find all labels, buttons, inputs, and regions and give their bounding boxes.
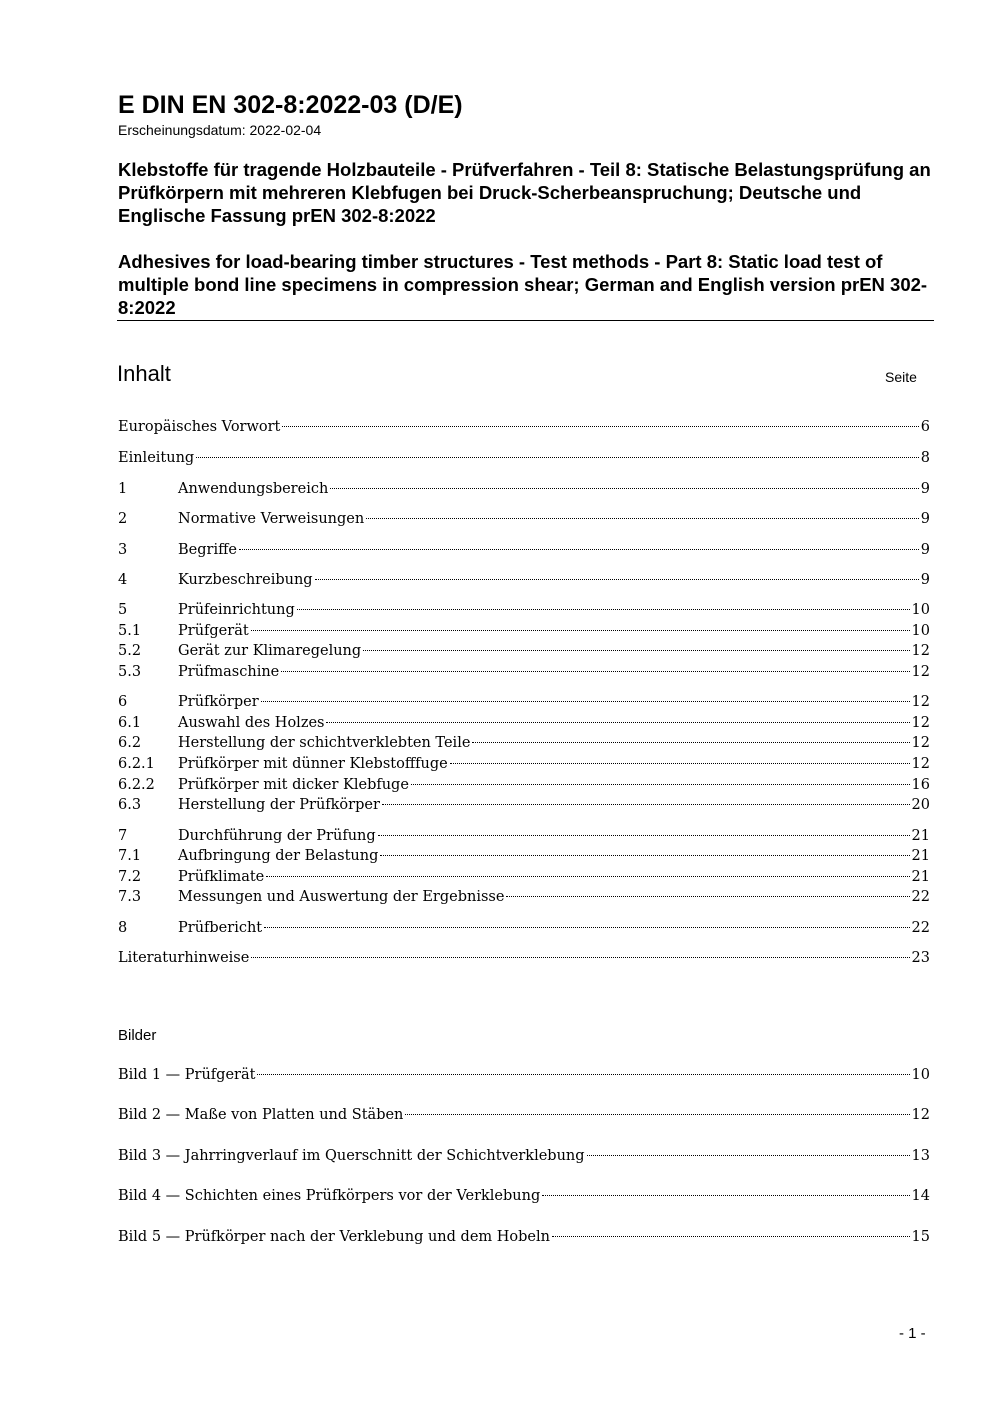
toc-entry-title: Kurzbeschreibung	[178, 572, 313, 588]
toc-entry-title: Prüfbericht	[178, 920, 263, 936]
toc-entry-title: Aufbringung der Belastung	[178, 848, 379, 864]
toc-entry-title: Begriffe	[178, 542, 237, 558]
toc-entry-page: 23	[911, 950, 930, 966]
toc-dot-leader	[264, 927, 909, 928]
toc-dot-leader	[506, 896, 909, 897]
toc-entry-title: Prüfgerät	[178, 623, 249, 639]
toc-dot-leader	[266, 876, 909, 877]
toc-entry-number: 7.2	[118, 869, 142, 885]
toc-entry-title: Auswahl des Holzes	[178, 715, 325, 731]
toc-entry-page: 21	[911, 869, 930, 885]
toc-entry-page: 12	[911, 1107, 930, 1123]
toc-entry-page: 9	[920, 542, 930, 558]
page-number: - 1 -	[899, 1325, 926, 1342]
toc-dot-leader	[378, 835, 910, 836]
toc-entry[interactable]	[118, 417, 930, 437]
toc-dot-leader	[261, 701, 910, 702]
toc-entry-number: 7	[118, 828, 128, 844]
toc-entry-page: 12	[911, 694, 930, 710]
toc-dot-leader	[257, 1074, 909, 1075]
toc-page-column-label: Seite	[885, 369, 917, 385]
figure-entry[interactable]	[118, 1105, 930, 1125]
toc-entry[interactable]	[118, 692, 930, 712]
toc-entry-page: 14	[911, 1188, 930, 1204]
toc-entry[interactable]	[118, 662, 930, 682]
toc-entry-number: 5.1	[118, 623, 142, 639]
toc-entry-page: 8	[920, 450, 930, 466]
toc-entry-number: 5.2	[118, 643, 142, 659]
toc-entry-page: 12	[911, 664, 930, 680]
toc-dot-leader	[405, 1114, 909, 1115]
toc-dot-leader	[472, 742, 909, 743]
toc-entry-number: 4	[118, 572, 128, 588]
toc-entry-number: 1	[118, 481, 128, 497]
toc-heading: Inhalt	[117, 361, 171, 386]
toc-dot-leader	[366, 518, 919, 519]
toc-entry-title: Prüfkörper mit dicker Klebfuge	[178, 777, 409, 793]
toc-entry-page: 21	[911, 828, 930, 844]
toc-entry-title: Gerät zur Klimaregelung	[178, 643, 362, 659]
figures-heading: Bilder	[118, 1027, 157, 1044]
toc-entry-title: Normative Verweisungen	[178, 511, 365, 527]
toc-entry[interactable]	[118, 540, 930, 560]
toc-entry[interactable]	[118, 600, 930, 620]
toc-entry-title: Prüfklimate	[178, 869, 265, 885]
toc-dot-leader	[326, 722, 909, 723]
toc-dot-leader	[411, 784, 910, 785]
toc-entry[interactable]	[118, 867, 930, 887]
toc-entry-number: 6	[118, 694, 128, 710]
toc-entry-title: Prüfkörper	[178, 694, 259, 710]
toc-entry-page: 22	[911, 889, 930, 905]
toc-entry-title: Messungen und Auswertung der Ergebnisse	[178, 889, 505, 905]
toc-entry-page: 12	[911, 643, 930, 659]
toc-entry-title: Bild 5 — Prüfkörper nach der Verklebung und dem Hobeln	[118, 1229, 550, 1245]
toc-entry[interactable]	[118, 621, 930, 641]
toc-entry-page: 12	[911, 715, 930, 731]
toc-entry-title: Prüfmaschine	[178, 664, 280, 680]
toc-entry-page: 10	[911, 623, 930, 639]
toc-entry-number: 7.3	[118, 889, 142, 905]
toc-entry-page: 10	[911, 1067, 930, 1083]
toc-entry-page: 22	[911, 920, 930, 936]
toc-entry[interactable]	[118, 713, 930, 733]
document-number: E DIN EN 302-8:2022-03 (D/E)	[118, 91, 463, 119]
toc-entry-page: 6	[920, 419, 930, 435]
toc-entry-title: Prüfkörper mit dünner Klebstofffuge	[178, 756, 448, 772]
toc-dot-leader	[196, 457, 919, 458]
toc-dot-leader	[315, 579, 919, 580]
figure-entry[interactable]	[118, 1065, 930, 1085]
toc-entry-page: 9	[920, 481, 930, 497]
toc-entry-title: Bild 4 — Schichten eines Prüfkörpers vor der Verklebung	[118, 1188, 541, 1204]
toc-entry-title: Prüfeinrichtung	[178, 602, 295, 618]
toc-entry[interactable]	[118, 846, 930, 866]
toc-entry-title: Literaturhinweise	[118, 950, 250, 966]
toc-entry-number: 5.3	[118, 664, 142, 680]
toc-entry[interactable]	[118, 733, 930, 753]
toc-entry[interactable]	[118, 948, 930, 968]
toc-entry[interactable]	[118, 479, 930, 499]
toc-entry-number: 8	[118, 920, 128, 936]
toc-dot-leader	[380, 855, 909, 856]
toc-dot-leader	[552, 1236, 910, 1237]
toc-dot-leader	[542, 1195, 909, 1196]
toc-entry[interactable]	[118, 448, 930, 468]
toc-entry-number: 5	[118, 602, 128, 618]
toc-entry-number: 2	[118, 511, 128, 527]
toc-entry-number: 6.1	[118, 715, 142, 731]
figure-entry[interactable]	[118, 1186, 930, 1206]
toc-entry-page: 15	[911, 1229, 930, 1245]
toc-dot-leader	[251, 957, 909, 958]
title-german: Klebstoffe für tragende Holzbauteile - Prüfverfahren - Teil 8: Statische Belastungsprüfung an Prüfkörpern mit mehreren Klebfugen bei Druck-Scherbeanspruchung; Deutsche und Englische Fassung prEN 302-8:2022	[118, 159, 931, 226]
toc-dot-leader	[450, 763, 910, 764]
toc-entry[interactable]	[118, 754, 930, 774]
header-divider	[117, 320, 934, 321]
toc-dot-leader	[239, 549, 919, 550]
toc-entry-title: Herstellung der Prüfkörper	[178, 797, 380, 813]
toc-entry-title: Herstellung der schichtverklebten Teile	[178, 735, 471, 751]
publication-date: Erscheinungsdatum: 2022-02-04	[118, 122, 322, 138]
toc-entry-page: 21	[911, 848, 930, 864]
toc-entry[interactable]	[118, 570, 930, 590]
toc-entry-title: Durchführung der Prüfung	[178, 828, 376, 844]
toc-entry[interactable]	[118, 826, 930, 846]
toc-entry-page: 13	[911, 1148, 930, 1164]
toc-dot-leader	[363, 650, 909, 651]
toc-dot-leader	[587, 1155, 910, 1156]
toc-entry-title: Bild 3 — Jahrringverlauf im Querschnitt der Schichtverklebung	[118, 1148, 585, 1164]
toc-entry-title: Europäisches Vorwort	[118, 419, 281, 435]
toc-entry-page: 12	[911, 735, 930, 751]
toc-dot-leader	[282, 426, 918, 427]
figure-entry[interactable]	[118, 1146, 930, 1166]
toc-entry[interactable]	[118, 887, 930, 907]
toc-dot-leader	[297, 609, 910, 610]
toc-entry[interactable]	[118, 918, 930, 938]
toc-entry-page: 10	[911, 602, 930, 618]
toc-dot-leader	[330, 488, 918, 489]
title-english: Adhesives for load-bearing timber structures - Test methods - Part 8: Static load test of multiple bond line specimens in compression shear; German and English version prEN 302-8:2022	[118, 251, 928, 318]
toc-entry[interactable]	[118, 641, 930, 661]
toc-entry[interactable]	[118, 775, 930, 795]
toc-entry-title: Bild 1 — Prüfgerät	[118, 1067, 256, 1083]
toc-entry-number: 6.2.2	[118, 777, 155, 793]
toc-entry-title: Einleitung	[118, 450, 195, 466]
toc-entry-title: Bild 2 — Maße von Platten und Stäben	[118, 1107, 404, 1123]
figure-entry[interactable]	[118, 1227, 930, 1247]
toc-entry-page: 9	[920, 572, 930, 588]
toc-entry-page: 20	[911, 797, 930, 813]
toc-dot-leader	[382, 804, 910, 805]
toc-entry-page: 16	[911, 777, 930, 793]
toc-dot-leader	[251, 630, 910, 631]
toc-entry-number: 6.2.1	[118, 756, 155, 772]
toc-entry-page: 9	[920, 511, 930, 527]
toc-entry-number: 3	[118, 542, 128, 558]
toc-entry-number: 7.1	[118, 848, 142, 864]
toc-entry-number: 6.3	[118, 797, 142, 813]
toc-entry-page: 12	[911, 756, 930, 772]
toc-entry-number: 6.2	[118, 735, 142, 751]
toc-entry-title: Anwendungsbereich	[178, 481, 329, 497]
toc-entry[interactable]	[118, 795, 930, 815]
toc-entry[interactable]	[118, 509, 930, 529]
toc-dot-leader	[281, 671, 909, 672]
